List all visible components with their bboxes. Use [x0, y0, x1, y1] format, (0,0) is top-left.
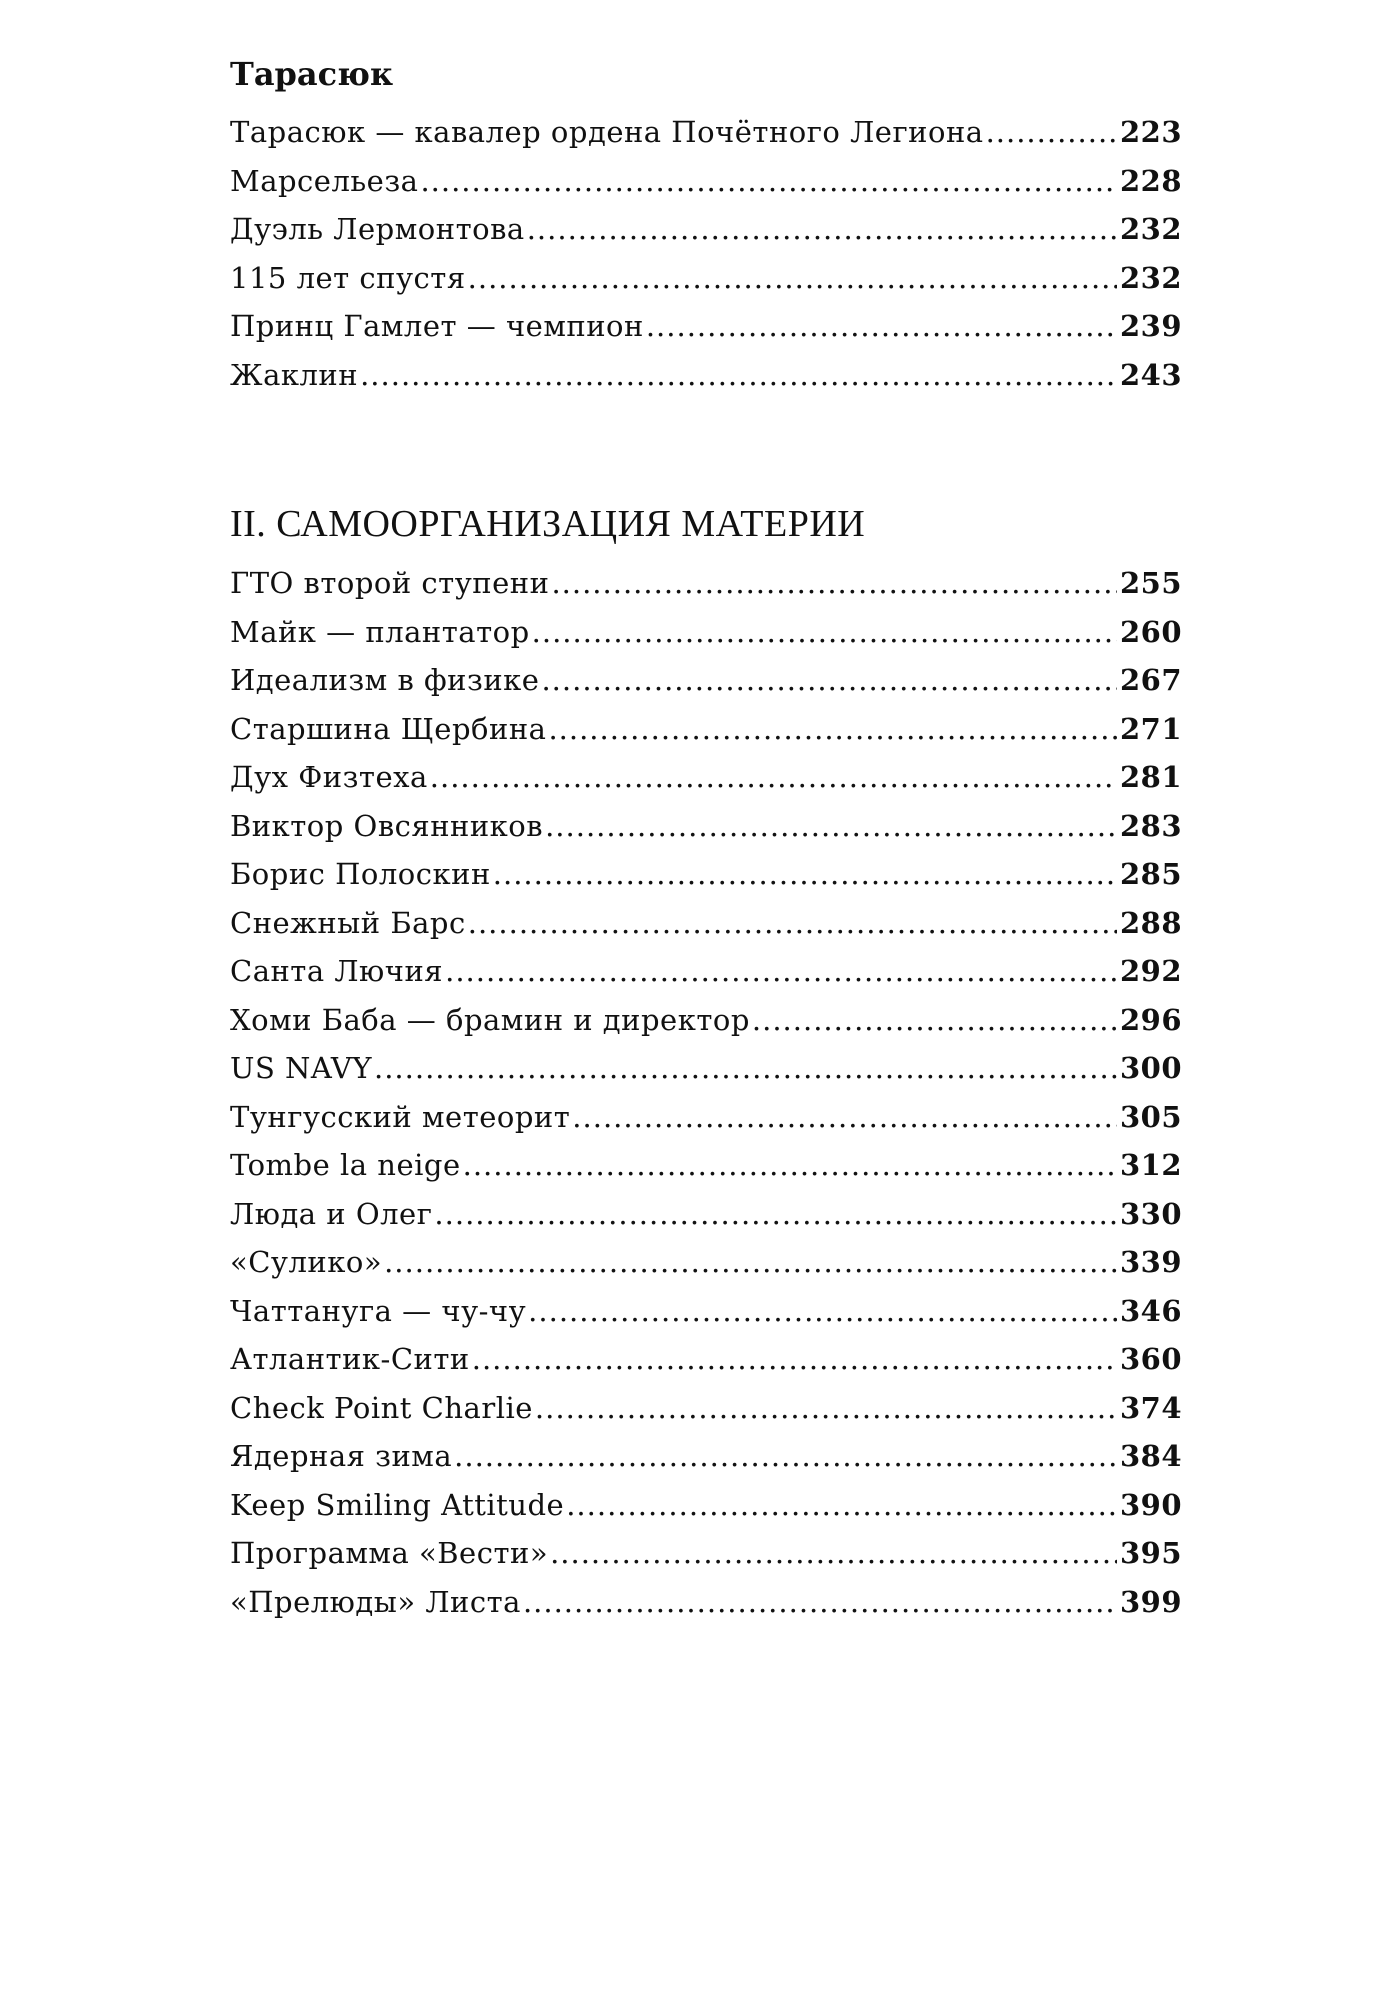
toc-entry[interactable] [230, 1432, 1183, 1481]
toc-entry-title: US NAVY [230, 1051, 372, 1085]
toc-leader-dots [548, 705, 1117, 754]
toc-entry-title: Тунгусский метеорит [230, 1099, 571, 1134]
toc-entry-page: 283 [1120, 808, 1183, 843]
toc-entry-page: 260 [1120, 614, 1183, 649]
toc-page [230, 52, 1183, 1626]
toc-entry-title: Tombe la neige [230, 1148, 461, 1182]
toc-entry-title: «Сулико» [230, 1245, 383, 1279]
toc-entry-page: 374 [1120, 1390, 1183, 1425]
toc-entry-title: Майк — плантатор [230, 614, 530, 649]
toc-leader-dots [420, 157, 1117, 206]
toc-entry-page: 223 [1120, 115, 1183, 149]
toc-entry-title: Ядерная зима [230, 1439, 453, 1473]
toc-entry[interactable] [230, 1335, 1183, 1384]
toc-entry[interactable] [230, 108, 1183, 157]
toc-entry-title: Keep Smiling Attitude [230, 1487, 565, 1522]
toc-entry[interactable] [230, 1384, 1183, 1433]
toc-entry-title: «Прелюды» Листа [230, 1584, 521, 1619]
part-heading: II. САМООРГАНИЗАЦИЯ МАТЕРИИ [230, 503, 866, 545]
toc-leader-dots [384, 1238, 1117, 1287]
toc-entry-page: 232 [1120, 260, 1183, 295]
toc-leader-dots [468, 899, 1117, 948]
toc-entry-title: Хоми Баба — брамин и директор [230, 1002, 750, 1037]
toc-leader-dots [572, 1093, 1117, 1142]
toc-leader-dots [360, 351, 1117, 400]
toc-entry-title: Марсельеза [230, 163, 419, 198]
toc-entry[interactable] [230, 1190, 1183, 1239]
toc-entry[interactable] [230, 205, 1183, 254]
toc-entry-page: 346 [1120, 1293, 1183, 1328]
toc-entry-page: 390 [1120, 1487, 1183, 1522]
part-toc-list [230, 559, 1183, 1626]
toc-entry[interactable] [230, 1238, 1183, 1287]
toc-entry-title: Жаклин [230, 357, 359, 392]
toc-entry-page: 296 [1120, 1002, 1183, 1037]
toc-entry-page: 285 [1120, 857, 1183, 891]
toc-leader-dots [752, 996, 1117, 1045]
toc-leader-dots [523, 1578, 1117, 1627]
toc-entry[interactable] [230, 996, 1183, 1045]
toc-entry-page: 271 [1120, 711, 1183, 746]
toc-entry-page: 232 [1120, 212, 1183, 246]
toc-leader-dots [493, 850, 1117, 899]
toc-leader-dots [374, 1044, 1117, 1093]
toc-entry[interactable] [230, 705, 1183, 754]
toc-leader-dots [434, 1190, 1117, 1239]
toc-entry-page: 288 [1120, 905, 1183, 940]
toc-leader-dots [468, 254, 1117, 303]
toc-entry-title: Снежный Барс [230, 905, 466, 940]
toc-entry[interactable] [230, 351, 1183, 400]
toc-entry-page: 292 [1120, 954, 1183, 988]
group-toc-list [230, 108, 1183, 399]
toc-leader-dots [535, 1384, 1117, 1433]
toc-entry-page: 360 [1120, 1342, 1183, 1376]
toc-entry-page: 281 [1120, 760, 1183, 794]
toc-entry-page: 384 [1120, 1439, 1183, 1473]
toc-entry-page: 395 [1120, 1536, 1183, 1570]
toc-entry[interactable] [230, 1287, 1183, 1336]
toc-entry-title: Программа «Вести» [230, 1536, 549, 1570]
toc-leader-dots [454, 1432, 1117, 1481]
toc-leader-dots [532, 608, 1117, 657]
toc-entry-title: ГТО второй ступени [230, 566, 550, 600]
toc-leader-dots [472, 1335, 1117, 1384]
toc-entry[interactable] [230, 302, 1183, 351]
toc-leader-dots [551, 559, 1117, 608]
toc-leader-dots [550, 1529, 1117, 1578]
toc-entry[interactable] [230, 850, 1183, 899]
toc-entry-page: 255 [1120, 566, 1183, 600]
toc-entry-title: Виктор Овсянников [230, 808, 544, 843]
toc-entry-page: 312 [1120, 1148, 1183, 1182]
toc-entry-title: Принц Гамлет — чемпион [230, 309, 644, 343]
toc-leader-dots [545, 802, 1117, 851]
toc-entry[interactable] [230, 656, 1183, 705]
toc-entry[interactable] [230, 753, 1183, 802]
toc-entry[interactable] [230, 1578, 1183, 1627]
toc-entry[interactable] [230, 157, 1183, 206]
toc-entry-page: 267 [1120, 663, 1183, 697]
toc-entry-title: Люда и Олег [230, 1196, 433, 1231]
toc-entry-title: Дух Физтеха [230, 760, 428, 794]
toc-entry[interactable] [230, 254, 1183, 303]
toc-entry-title: Санта Лючия [230, 954, 444, 988]
toc-entry-title: Идеализм в физике [230, 663, 540, 697]
toc-leader-dots [527, 205, 1117, 254]
toc-entry-title: Борис Полоскин [230, 857, 491, 891]
toc-leader-dots [445, 947, 1117, 996]
toc-entry-title: Тарасюк — кавалер ордена Почётного Легиона [230, 115, 984, 149]
toc-entry-page: 300 [1120, 1051, 1183, 1085]
toc-entry-page: 305 [1120, 1099, 1183, 1134]
section-spacer [230, 399, 1180, 499]
toc-entry[interactable] [230, 1481, 1183, 1530]
toc-entry-page: 228 [1120, 163, 1183, 198]
toc-entry[interactable] [230, 802, 1183, 851]
toc-leader-dots [646, 302, 1117, 351]
toc-leader-dots [430, 753, 1117, 802]
toc-entry-page: 330 [1120, 1196, 1183, 1231]
toc-entry-title: Check Point Charlie [230, 1390, 533, 1425]
group-heading: Тарасюк [230, 55, 394, 93]
toc-leader-dots [541, 656, 1117, 705]
toc-entry-page: 243 [1120, 357, 1183, 392]
toc-entry-title: Чаттануга — чу-чу [230, 1293, 527, 1328]
toc-entry-title: Дуэль Лермонтова [230, 212, 525, 246]
toc-entry-page: 239 [1120, 309, 1183, 343]
toc-leader-dots [566, 1481, 1117, 1530]
toc-entry[interactable] [230, 1141, 1183, 1190]
toc-entry[interactable] [230, 1093, 1183, 1142]
toc-entry-page: 399 [1120, 1584, 1183, 1619]
toc-entry[interactable] [230, 559, 1183, 608]
toc-entry-page: 339 [1120, 1245, 1183, 1279]
toc-entry-title: 115 лет спустя [230, 260, 466, 295]
toc-leader-dots [986, 108, 1117, 157]
toc-leader-dots [528, 1287, 1117, 1336]
toc-entry-title: Атлантик-Сити [230, 1342, 470, 1376]
toc-entry[interactable] [230, 899, 1183, 948]
toc-entry[interactable] [230, 1529, 1183, 1578]
toc-leader-dots [463, 1141, 1117, 1190]
toc-entry-title: Старшина Щербина [230, 711, 547, 746]
toc-entry[interactable] [230, 608, 1183, 657]
toc-entry[interactable] [230, 947, 1183, 996]
toc-entry[interactable] [230, 1044, 1183, 1093]
